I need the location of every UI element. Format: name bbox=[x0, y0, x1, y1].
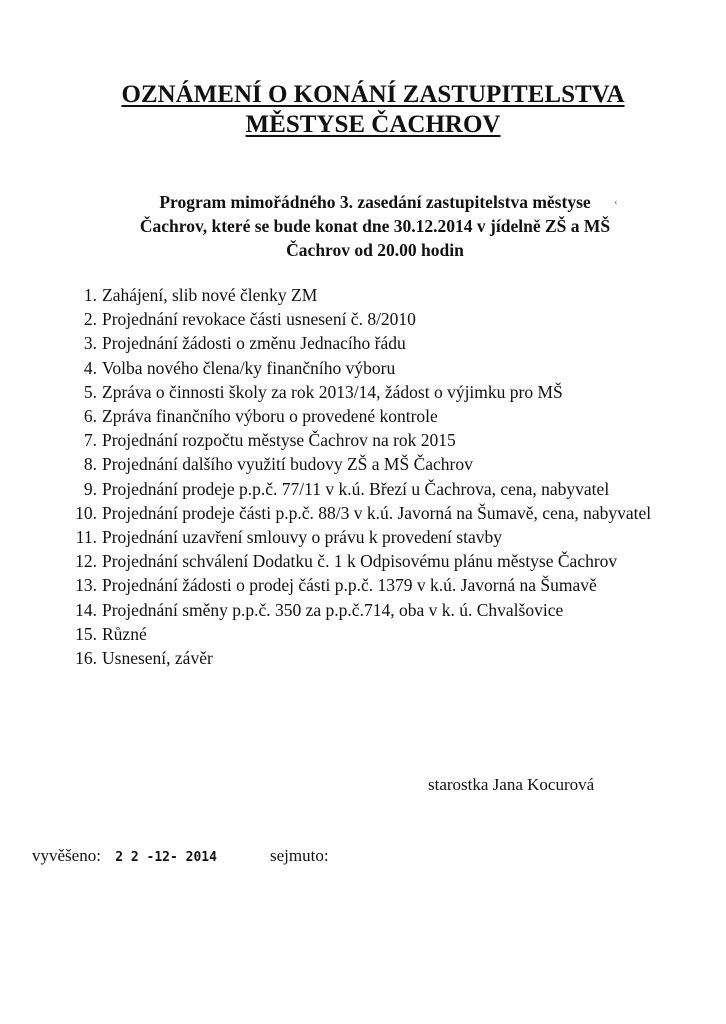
agenda-item bbox=[60, 283, 660, 307]
program-line-2: Čachrov, které se bude konat dne 30.12.2014 v jídelně ZŠ a MŠ bbox=[139, 216, 611, 236]
agenda-item-number: 13. bbox=[75, 575, 97, 596]
agenda-item-number: 9. bbox=[83, 478, 97, 499]
title-text-2: MĚSTYSE ČACHROV bbox=[245, 111, 501, 138]
agenda-item-text: Projednání rozpočtu městyse Čachrov na rok 2015 bbox=[102, 430, 456, 451]
agenda-item bbox=[60, 501, 660, 525]
agenda-item-number: 12. bbox=[75, 551, 97, 572]
agenda-item-text: Usnesení, závěr bbox=[102, 648, 213, 669]
agenda-item bbox=[60, 380, 660, 404]
program-heading bbox=[90, 190, 660, 262]
removed-label: sejmuto: bbox=[270, 846, 329, 865]
agenda-item-text: Projednání směny p.p.č. 350 za p.p.č.714, oba v k. ú. Chvalšovice bbox=[102, 599, 564, 620]
agenda-item-number: 1. bbox=[83, 285, 97, 305]
agenda-item-text: Projednání revokace části usnesení č. 8/2010 bbox=[102, 309, 416, 330]
agenda-item bbox=[60, 573, 660, 597]
agenda-item-text: Zahájení, slib nové členky ZM bbox=[102, 285, 318, 305]
title-text-1: OZNÁMENÍ O KONÁNÍ ZASTUPITELSTVA bbox=[121, 81, 625, 108]
agenda-item-text: Zpráva finančního výboru o provedené kontrole bbox=[102, 406, 438, 427]
agenda-item-number: 15. bbox=[75, 623, 97, 644]
agenda-item bbox=[60, 452, 660, 476]
agenda-item-text: Projednání prodeje p.p.č. 77/11 v k.ú. Březí u Čachrova, cena, nabyvatel bbox=[102, 478, 610, 499]
agenda-item-text: Projednání žádosti o změnu Jednacího řádu bbox=[102, 333, 406, 354]
agenda-item bbox=[60, 404, 660, 428]
agenda-item bbox=[60, 646, 660, 670]
page-title-line2 bbox=[10, 110, 726, 140]
posted-field bbox=[32, 846, 217, 866]
agenda-item-number: 8. bbox=[83, 454, 97, 475]
agenda-item-text: Projednání schválení Dodatku č. 1 k Odpisovému plánu městyse Čachrov bbox=[102, 551, 618, 572]
pen-mark-icon: ‹ bbox=[614, 196, 618, 208]
agenda-item-number: 16. bbox=[75, 648, 97, 669]
agenda-item-number: 10. bbox=[75, 502, 97, 523]
posted-label: vyvěšeno: bbox=[32, 846, 101, 865]
agenda-item-number: 14. bbox=[75, 599, 97, 620]
agenda-item-text: Projednání dalšího využití budovy ZŠ a MŠ Čachrov bbox=[102, 454, 473, 475]
posted-date-stamp: 2 2 -12- 2014 bbox=[115, 850, 217, 865]
agenda-item-text: Projednání žádosti o prodej části p.p.č. 1379 v k.ú. Javorná na Šumavě bbox=[102, 575, 597, 596]
agenda-item-text: Různé bbox=[102, 623, 147, 644]
agenda-item-number: 3. bbox=[83, 333, 97, 354]
agenda-item-number: 4. bbox=[83, 357, 97, 378]
agenda-item-number: 6. bbox=[83, 406, 97, 427]
agenda-item bbox=[60, 549, 660, 573]
agenda-item bbox=[60, 477, 660, 501]
agenda-item-number: 5. bbox=[83, 381, 97, 402]
agenda-item bbox=[60, 356, 660, 380]
agenda-item bbox=[60, 331, 660, 355]
program-line-1: Program mimořádného 3. zasedání zastupitelstva městyse bbox=[159, 192, 591, 212]
agenda-list bbox=[60, 283, 660, 670]
agenda-item-text: Projednání prodeje části p.p.č. 88/3 v k.ú. Javorná na Šumavě, cena, nabyvatel bbox=[102, 502, 652, 523]
signature: starostka Jana Kocurová bbox=[428, 775, 595, 794]
agenda-item-number: 2. bbox=[83, 309, 97, 330]
agenda-item-number: 7. bbox=[83, 430, 97, 451]
agenda-item bbox=[60, 307, 660, 331]
agenda-item bbox=[60, 525, 660, 549]
agenda-item-text: Volba nového člena/ky finančního výboru bbox=[102, 357, 396, 378]
agenda-item bbox=[60, 598, 660, 622]
program-line-3: Čachrov od 20.00 hodin bbox=[286, 240, 464, 260]
agenda-item-text: Zpráva o činnosti školy za rok 2013/14, žádost o výjimku pro MŠ bbox=[102, 381, 563, 402]
page-title-line1 bbox=[10, 80, 726, 110]
agenda-item bbox=[60, 428, 660, 452]
agenda-item-number: 11. bbox=[75, 527, 97, 548]
agenda-item-text: Projednání uzavření smlouvy o právu k provedení stavby bbox=[102, 527, 502, 548]
agenda-item bbox=[60, 622, 660, 646]
